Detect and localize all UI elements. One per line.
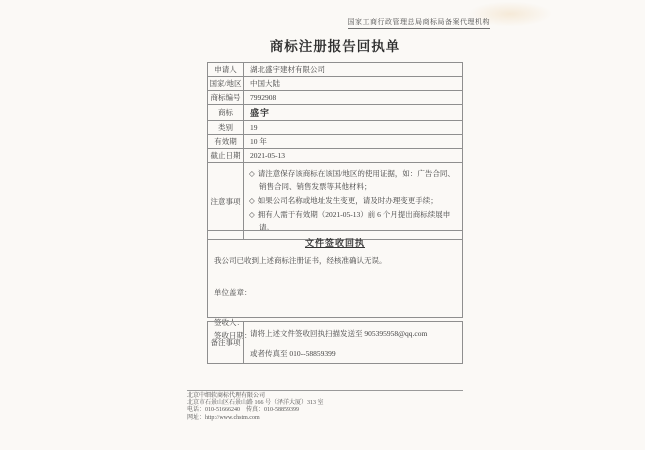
table-row-trademark — [208, 105, 463, 121]
remarks-section — [207, 321, 463, 364]
agency-header: 国家工商行政管理总局商标局备案代理机构 — [348, 17, 491, 29]
remarks-value — [244, 322, 462, 363]
agency-footer — [187, 390, 463, 422]
row-value: 中国大陆 — [244, 77, 463, 91]
table-row-validity — [208, 135, 463, 149]
stamp-label: 单位盖章： — [214, 288, 252, 297]
signer-label: 签收人： — [214, 318, 244, 327]
row-label: 有效期 — [208, 135, 244, 149]
diamond-bullet-icon: ◇ — [249, 169, 255, 178]
page-title: 商标注册报告回执单 — [269, 39, 401, 54]
remarks-line: 请将上述文件签收回执扫描发送至 905395958@qq.com — [250, 329, 428, 338]
info-table — [207, 62, 463, 240]
table-row-notes — [208, 163, 463, 240]
row-label: 商标 — [208, 105, 244, 121]
trademark-specimen: 盛宇 — [250, 108, 271, 118]
table-row-country — [208, 77, 463, 91]
row-value: 10 年 — [244, 135, 463, 149]
table-row-trademark-number — [208, 91, 463, 105]
row-value: 7992908 — [244, 91, 463, 105]
row-value: 19 — [244, 121, 463, 135]
row-label: 国家/地区 — [208, 77, 244, 91]
remarks-label: 备注事项 — [208, 322, 244, 363]
footer-address: 北京市石景山区石景山路 166 号（泽洋大厦）313 室 — [187, 400, 324, 407]
note-text: 拥有人需于有效期（2021-05-13）前 6 个月提出商标续展申请。 — [257, 210, 451, 232]
table-row-deadline — [208, 149, 463, 163]
notes-cell — [244, 163, 463, 240]
row-label: 商标编号 — [208, 91, 244, 105]
note-item — [249, 194, 455, 207]
footer-phone-fax: 电话：010-51666240 传真：010-58859399 — [187, 407, 299, 414]
row-label: 注意事项 — [208, 163, 244, 240]
diamond-bullet-icon: ◇ — [249, 196, 255, 205]
row-value: 2021-05-13 — [244, 149, 463, 163]
table-row-class — [208, 121, 463, 135]
sign-date-label: 签收日期： — [214, 331, 252, 340]
remarks-line: 或者传真至 010--58859399 — [250, 349, 336, 358]
row-label: 类别 — [208, 121, 244, 135]
note-text: 请注意保存该商标在该国/地区的使用证据，如：广告合同、销售合同、销售发票等其他材料； — [257, 169, 455, 191]
note-item — [249, 167, 455, 193]
receipt-title: 文件签收回执 — [304, 238, 365, 248]
row-value: 湖北盛宇建材有限公司 — [244, 63, 463, 77]
note-text: 如果公司名称或地址发生变更，请及时办理变更手续； — [257, 196, 438, 205]
row-label: 申请人 — [208, 63, 244, 77]
footer-website: 网址：http://www.chstm.com — [187, 414, 260, 421]
footer-company: 北京中细软商标代理有限公司 — [187, 393, 266, 399]
table-row-applicant — [208, 63, 463, 77]
row-label: 截止日期 — [208, 149, 244, 163]
diamond-bullet-icon: ◇ — [249, 210, 255, 219]
receipt-statement: 我公司已收到上述商标注册证书，经核准确认无误。 — [214, 256, 387, 265]
